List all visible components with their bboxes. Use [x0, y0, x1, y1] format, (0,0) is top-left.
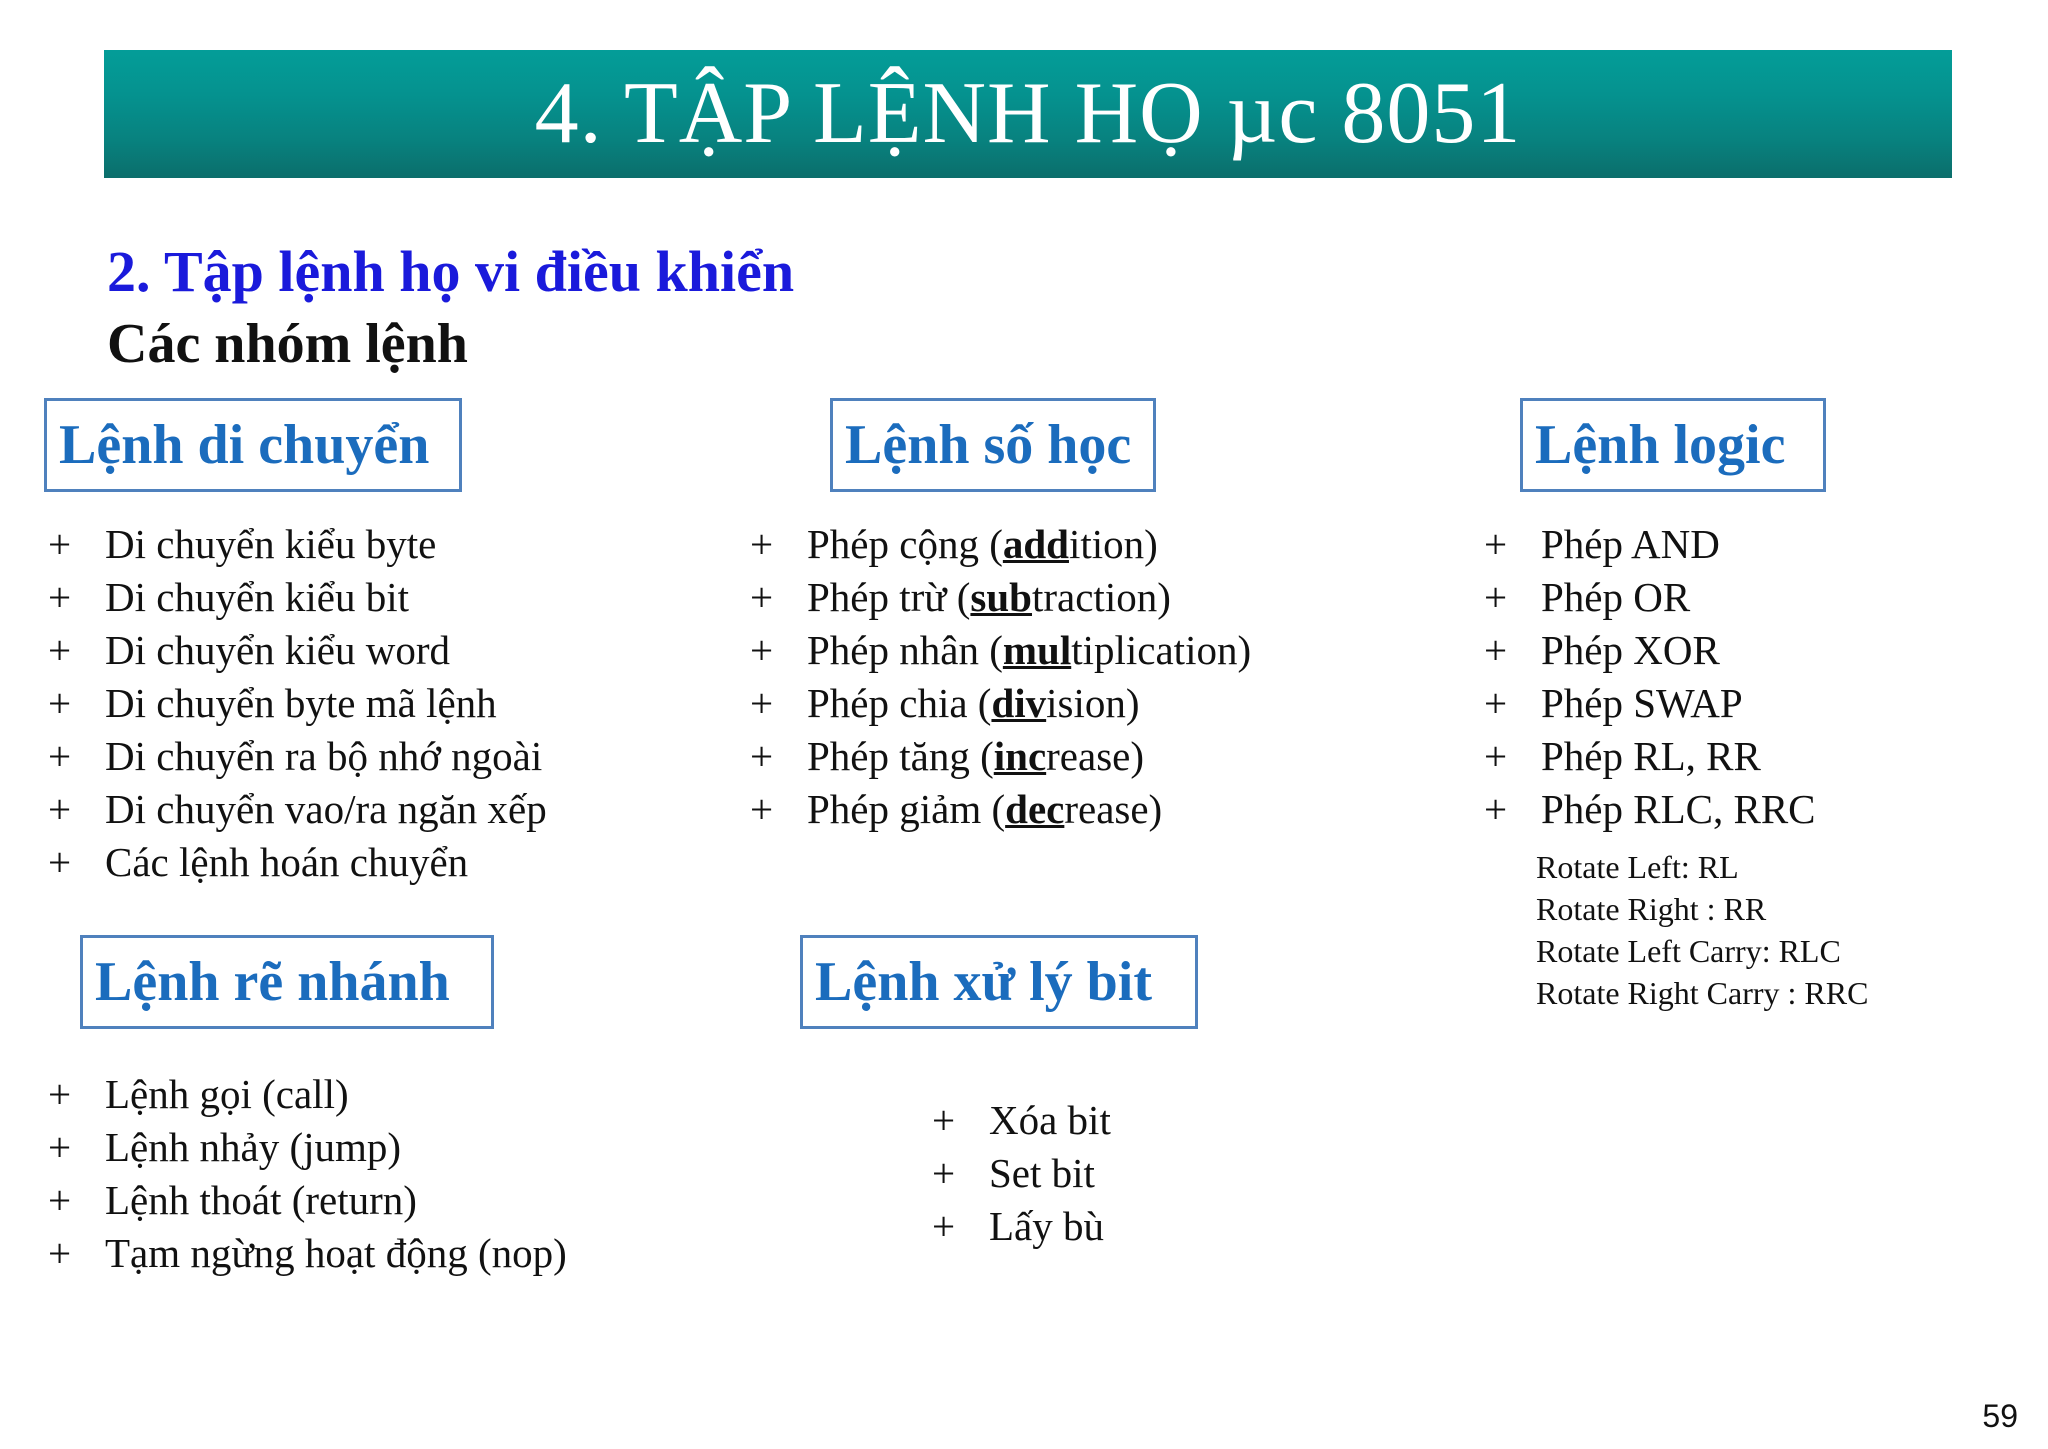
item-text: Xóa bit: [989, 1097, 1111, 1143]
list-item: [932, 1147, 1111, 1200]
list-item: [1484, 783, 1816, 836]
list-item: [48, 677, 547, 730]
item-text: Lấy bù: [989, 1203, 1104, 1249]
list-item: [750, 783, 1251, 836]
plus-bullet: +: [48, 1177, 72, 1223]
list-item: [750, 518, 1251, 571]
note-line: Rotate Right : RR: [1536, 891, 1767, 927]
item-text: Phép XOR: [1541, 627, 1720, 673]
list-item: [48, 1227, 567, 1280]
plus-bullet: +: [48, 627, 72, 673]
list-item: [750, 677, 1251, 730]
list-item: [1484, 730, 1816, 783]
list-item: [48, 518, 547, 571]
page-number: 59: [1982, 1398, 2018, 1434]
item-text: Di chuyển kiểu word: [105, 627, 450, 673]
plus-bullet: +: [48, 786, 72, 832]
item-text: Di chuyển ra bộ nhớ ngoài: [105, 733, 543, 779]
emphasis-text: mul: [1002, 627, 1072, 673]
move-list: [48, 518, 547, 889]
item-text: Phép OR: [1541, 574, 1691, 620]
plus-bullet: +: [932, 1150, 956, 1196]
list-item: [932, 1200, 1111, 1253]
logic-list: [1484, 518, 1816, 836]
plus-bullet: +: [750, 786, 774, 832]
item-text: Set bit: [989, 1150, 1095, 1196]
plus-bullet: +: [932, 1203, 956, 1249]
list-item: [932, 1094, 1111, 1147]
plus-bullet: +: [932, 1097, 956, 1143]
group-label-arithmetic: Lệnh số học: [845, 414, 1132, 476]
plus-bullet: +: [48, 680, 72, 726]
list-item: [1484, 677, 1816, 730]
item-text: Phép tăng (increase): [807, 733, 1145, 779]
plus-bullet: +: [1484, 627, 1508, 673]
list-item: [750, 624, 1251, 677]
plus-bullet: +: [1484, 733, 1508, 779]
list-item: [48, 836, 547, 889]
item-text: Di chuyển kiểu byte: [105, 521, 437, 567]
list-item: [48, 783, 547, 836]
list-item: [750, 571, 1251, 624]
item-text: Tạm ngừng hoạt động (nop): [105, 1230, 567, 1276]
plus-bullet: +: [750, 521, 774, 567]
item-text: Phép chia (division): [807, 680, 1140, 726]
list-item: [48, 730, 547, 783]
group-label-logic: Lệnh logic: [1535, 414, 1786, 476]
slide-title: 4. TẬP LỆNH HỌ µc 8051: [534, 65, 1522, 162]
emphasis-text: dec: [1005, 786, 1065, 832]
emphasis-text: div: [991, 680, 1047, 726]
plus-bullet: +: [1484, 680, 1508, 726]
plus-bullet: +: [48, 1071, 72, 1117]
item-text: Phép cộng (addition): [807, 521, 1158, 567]
plus-bullet: +: [48, 521, 72, 567]
item-text: Phép RLC, RRC: [1541, 786, 1816, 832]
rotate-notes: [1536, 846, 1868, 1014]
item-text: Phép giảm (decrease): [807, 786, 1163, 832]
plus-bullet: +: [48, 574, 72, 620]
title-bar: [104, 50, 1952, 178]
list-item: [1484, 518, 1816, 571]
list-item: [48, 571, 547, 624]
list-item: [750, 730, 1251, 783]
note-line: Rotate Left: RL: [1536, 849, 1739, 885]
group-box-move: [44, 398, 462, 492]
list-item: [48, 1068, 567, 1121]
plus-bullet: +: [750, 627, 774, 673]
item-text: Lệnh gọi (call): [105, 1071, 349, 1117]
branch-list: [48, 1068, 567, 1280]
group-box-branch: [80, 935, 494, 1029]
group-label-move: Lệnh di chuyển: [59, 414, 430, 476]
emphasis-text: add: [1002, 521, 1069, 567]
item-text: Phép SWAP: [1541, 680, 1743, 726]
item-text: Phép AND: [1541, 521, 1720, 567]
plus-bullet: +: [48, 839, 72, 885]
section-heading: 2. Tập lệnh họ vi điều khiển: [107, 239, 795, 304]
list-item: [1484, 571, 1816, 624]
emphasis-text: inc: [993, 733, 1047, 779]
group-box-logic: [1520, 398, 1826, 492]
plus-bullet: +: [1484, 574, 1508, 620]
plus-bullet: +: [48, 733, 72, 779]
group-box-bit: [800, 935, 1198, 1029]
group-label-bit: Lệnh xử lý bit: [815, 951, 1153, 1013]
emphasis-text: sub: [970, 574, 1032, 620]
plus-bullet: +: [48, 1124, 72, 1170]
item-text: Phép RL, RR: [1541, 733, 1761, 779]
item-text: Lệnh nhảy (jump): [105, 1124, 402, 1170]
plus-bullet: +: [750, 733, 774, 779]
bit-list: [932, 1094, 1111, 1253]
list-item: [1484, 624, 1816, 677]
group-box-arithmetic: [830, 398, 1156, 492]
arithmetic-list: [750, 518, 1251, 836]
plus-bullet: +: [48, 1230, 72, 1276]
item-text: Phép nhân (multiplication): [807, 627, 1252, 673]
plus-bullet: +: [1484, 521, 1508, 567]
item-text: Phép trừ (subtraction): [807, 574, 1171, 620]
list-item: [48, 1121, 567, 1174]
item-text: Các lệnh hoán chuyển: [105, 839, 469, 885]
note-line: Rotate Right Carry : RRC: [1536, 975, 1869, 1011]
item-text: Di chuyển byte mã lệnh: [105, 680, 497, 726]
item-text: Di chuyển vao/ra ngăn xếp: [105, 786, 547, 832]
list-item: [48, 1174, 567, 1227]
note-line: Rotate Left Carry: RLC: [1536, 933, 1841, 969]
item-text: Lệnh thoát (return): [105, 1177, 417, 1223]
plus-bullet: +: [1484, 786, 1508, 832]
group-label-branch: Lệnh rẽ nhánh: [95, 951, 450, 1013]
plus-bullet: +: [750, 680, 774, 726]
subheading: Các nhóm lệnh: [107, 313, 468, 375]
item-text: Di chuyển kiểu bit: [105, 574, 410, 620]
plus-bullet: +: [750, 574, 774, 620]
list-item: [48, 624, 547, 677]
